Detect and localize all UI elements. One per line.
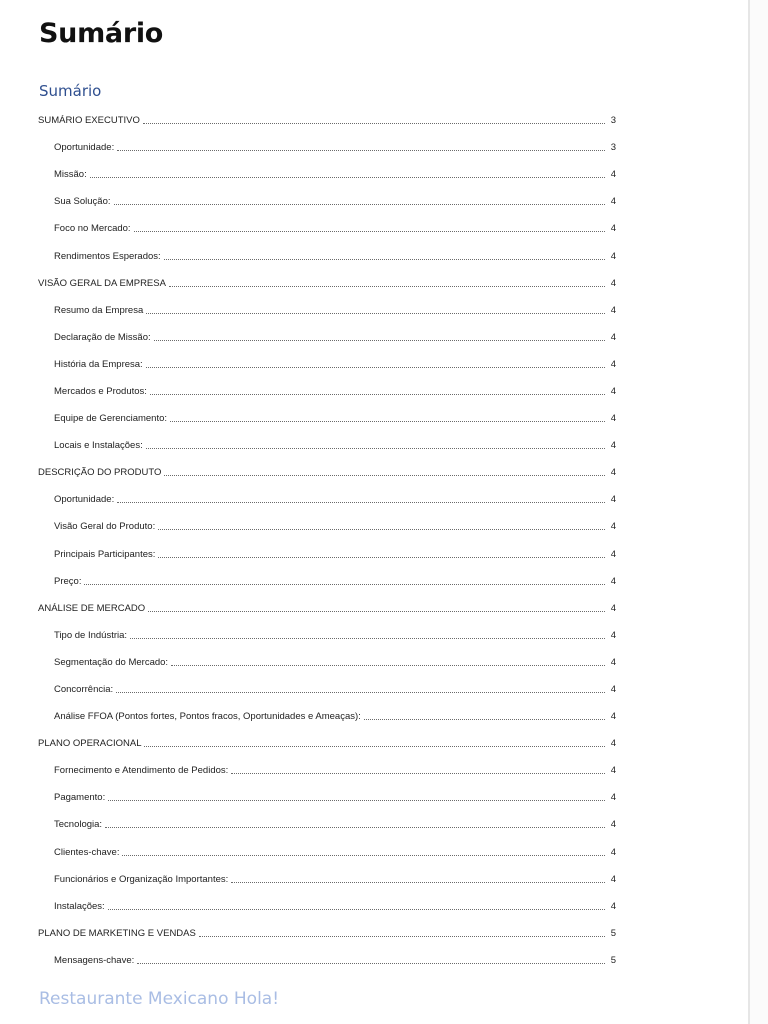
toc-dot-leader (146, 367, 605, 368)
toc-dot-leader (143, 123, 605, 124)
toc-page-number: 5 (610, 927, 616, 939)
toc-entry[interactable] (38, 378, 616, 405)
toc-dot-leader (108, 800, 605, 801)
toc-dot-leader (154, 340, 605, 341)
toc-entry[interactable] (38, 676, 616, 703)
toc-page-number: 4 (610, 684, 616, 696)
toc-entry-text: Mercados e Produtos: (54, 385, 147, 397)
toc-dot-leader (171, 665, 605, 666)
toc-dot-leader (116, 692, 605, 693)
toc-page-number: 4 (610, 819, 616, 831)
toc-entry-text: Pagamento: (54, 792, 106, 804)
toc-entry[interactable] (38, 513, 616, 540)
toc-dot-leader (170, 421, 605, 422)
toc-dot-leader (117, 150, 605, 151)
toc-entry-text: Análise FFOA (Pontos fortes, Pontos fracos, Oportunidades e Ameaças): (54, 711, 361, 723)
toc-page-number: 4 (610, 223, 616, 235)
toc-page-number: 4 (610, 169, 616, 181)
toc-page-number: 4 (610, 413, 616, 425)
toc-page-number: 4 (610, 548, 616, 560)
toc-entry-text: Instalações: (54, 900, 105, 912)
toc-entry-text: Funcionários e Organização Importantes: (54, 873, 229, 885)
toc-page-number: 4 (610, 711, 616, 723)
toc-dot-leader (231, 882, 605, 883)
toc-dot-leader (158, 557, 605, 558)
toc-entry[interactable] (38, 784, 616, 811)
toc-entry-text: Segmentação do Mercado: (54, 656, 169, 668)
toc-entry[interactable] (38, 595, 616, 622)
toc-entry-text: Equipe de Gerenciamento: (54, 413, 168, 425)
toc-page-number: 4 (610, 277, 616, 289)
toc-dot-leader (146, 448, 605, 449)
toc-entry[interactable] (38, 920, 616, 947)
toc-entry[interactable] (38, 839, 616, 866)
toc-entry-text: Fornecimento e Atendimento de Pedidos: (54, 765, 229, 777)
toc-entry-text: ANÁLISE DE MERCADO (38, 602, 146, 614)
toc-dot-leader (199, 936, 605, 937)
toc-entry-text: Resumo da Empresa (54, 304, 144, 316)
toc-entry[interactable] (38, 107, 616, 134)
toc-entry-text: Tecnologia: (54, 819, 103, 831)
toc-entry[interactable] (38, 351, 616, 378)
toc-page-number: 4 (610, 738, 616, 750)
toc-entry-text: PLANO DE MARKETING E VENDAS (38, 927, 196, 939)
toc-entry-text: Oportunidade: (54, 494, 115, 506)
toc-entry-text: PLANO OPERACIONAL (38, 738, 142, 750)
toc-entry-text: DESCRIÇÃO DO PRODUTO (38, 467, 162, 479)
toc-title: Sumário (39, 82, 102, 100)
toc-page-number: 3 (610, 115, 616, 127)
toc-entry[interactable] (38, 893, 616, 920)
toc-entry[interactable] (38, 866, 616, 893)
toc-dot-leader (164, 475, 605, 476)
toc-dot-leader (146, 313, 605, 314)
toc-entry[interactable] (38, 324, 616, 351)
toc-dot-leader (169, 286, 605, 287)
toc-entry-text: Rendimentos Esperados: (54, 250, 161, 262)
toc-entry-text: Tipo de Indústria: (54, 629, 128, 641)
toc-entry-text: Missão: (54, 169, 87, 181)
toc-page-number: 5 (610, 954, 616, 966)
toc-dot-leader (84, 584, 605, 585)
toc-dot-leader (105, 827, 605, 828)
toc-page-number: 4 (610, 602, 616, 614)
toc-entry[interactable] (38, 161, 616, 188)
toc-entry-text: VISÃO GERAL DA EMPRESA (38, 277, 166, 289)
toc-dot-leader (130, 638, 605, 639)
toc-entry-text: Preço: (54, 575, 82, 587)
page-heading: Sumário (39, 18, 164, 49)
toc-entry-text: História da Empresa: (54, 358, 143, 370)
toc-entry-text: SUMÁRIO EXECUTIVO (38, 115, 140, 127)
toc-page-number: 4 (610, 873, 616, 885)
toc-entry[interactable] (38, 730, 616, 757)
toc-page-number: 4 (610, 467, 616, 479)
toc-page-number: 4 (610, 765, 616, 777)
toc-page-number: 4 (610, 494, 616, 506)
toc-page-number: 4 (610, 629, 616, 641)
toc-entry[interactable] (38, 568, 616, 595)
toc-entry[interactable] (38, 297, 616, 324)
toc-page-number: 4 (610, 521, 616, 533)
toc-entry[interactable] (38, 134, 616, 161)
toc-page-number: 4 (610, 846, 616, 858)
toc-dot-leader (144, 746, 605, 747)
toc-entry[interactable] (38, 757, 616, 784)
toc-entry[interactable] (38, 703, 616, 730)
toc-entry[interactable] (38, 811, 616, 838)
toc-page-number: 4 (610, 792, 616, 804)
toc-page-number: 4 (610, 304, 616, 316)
toc-page-number: 4 (610, 656, 616, 668)
toc-entry[interactable] (38, 405, 616, 432)
toc-entry[interactable] (38, 188, 616, 215)
toc-page-number: 4 (610, 250, 616, 262)
table-of-contents (38, 107, 616, 974)
footer-document-title: Restaurante Mexicano Hola! (39, 989, 280, 1009)
toc-dot-leader (164, 259, 605, 260)
toc-dot-leader (148, 611, 605, 612)
toc-page-number: 4 (610, 440, 616, 452)
toc-entry-text: Declaração de Missão: (54, 331, 151, 343)
page-gutter (750, 0, 768, 1024)
toc-dot-leader (122, 855, 605, 856)
toc-entry[interactable] (38, 459, 616, 486)
toc-page-number: 4 (610, 900, 616, 912)
toc-dot-leader (108, 909, 605, 910)
toc-entry-text: Visão Geral do Produto: (54, 521, 156, 533)
toc-dot-leader (90, 177, 605, 178)
toc-entry[interactable] (38, 215, 616, 242)
toc-entry-text: Sua Solução: (54, 196, 111, 208)
toc-page-number: 4 (610, 385, 616, 397)
toc-dot-leader (231, 773, 605, 774)
toc-page-number: 3 (610, 142, 616, 154)
toc-entry-text: Concorrência: (54, 684, 114, 696)
toc-dot-leader (158, 529, 605, 530)
toc-entry-text: Oportunidade: (54, 142, 115, 154)
toc-page-number: 4 (610, 196, 616, 208)
toc-entry[interactable] (38, 947, 616, 974)
toc-dot-leader (117, 502, 605, 503)
toc-entry[interactable] (38, 622, 616, 649)
toc-dot-leader (114, 204, 605, 205)
toc-page-number: 4 (610, 358, 616, 370)
toc-dot-leader (134, 231, 605, 232)
toc-dot-leader (137, 963, 605, 964)
toc-entry[interactable] (38, 432, 616, 459)
toc-entry[interactable] (38, 649, 616, 676)
toc-page-number: 4 (610, 575, 616, 587)
toc-entry[interactable] (38, 242, 616, 269)
toc-dot-leader (150, 394, 605, 395)
toc-entry-text: Foco no Mercado: (54, 223, 131, 235)
toc-page-number: 4 (610, 331, 616, 343)
toc-entry-text: Principais Participantes: (54, 548, 156, 560)
toc-entry[interactable] (38, 541, 616, 568)
toc-entry-text: Mensagens-chave: (54, 954, 135, 966)
toc-dot-leader (364, 719, 605, 720)
toc-entry[interactable] (38, 270, 616, 297)
toc-entry-text: Clientes-chave: (54, 846, 120, 858)
toc-entry[interactable] (38, 486, 616, 513)
toc-entry-text: Locais e Instalações: (54, 440, 143, 452)
